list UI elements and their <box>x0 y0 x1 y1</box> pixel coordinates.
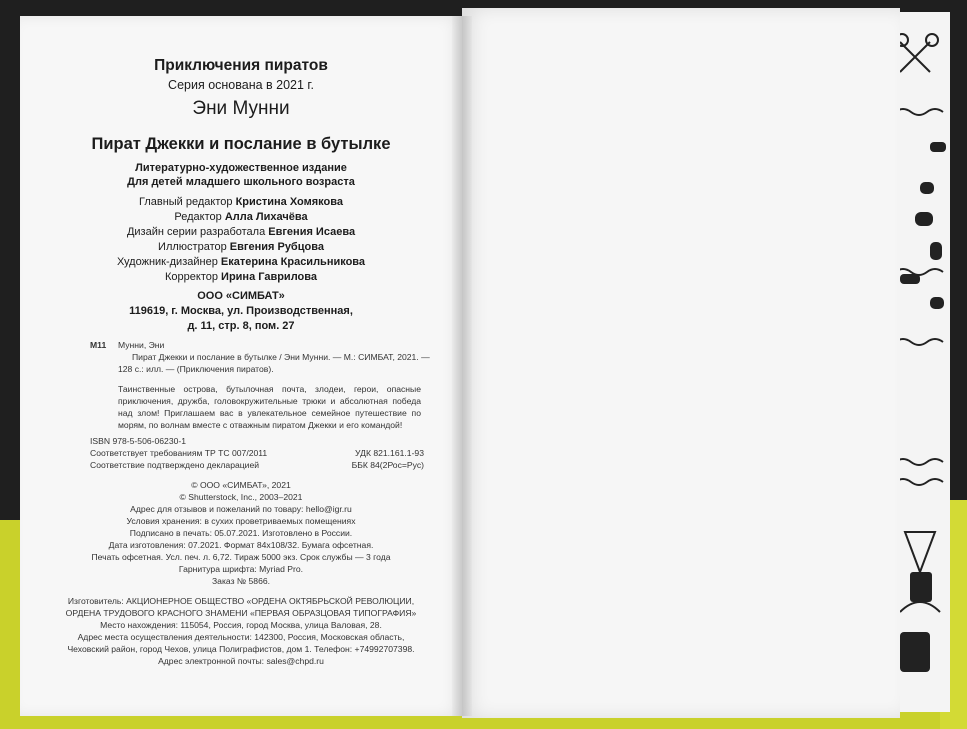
credit-name: Ирина Гаврилова <box>221 271 317 283</box>
imprint-line: © ООО «СИМБАТ», 2021 <box>191 480 291 490</box>
credit-role: Иллюстратор <box>158 241 227 253</box>
compliance-line: Соответствие подтверждено декларацией <box>90 460 260 470</box>
credit-line <box>20 211 462 223</box>
catalog-code: М11 <box>90 340 107 350</box>
annotation-line: морям, по волнам вместе с отважным пиратом Джекки и его командой! <box>118 420 403 430</box>
manufacturer-line: ОРДЕНА ТРУДОВОГО КРАСНОГО ЗНАМЕНИ «ПЕРВАЯ ОБРАЗЦОВАЯ ТИПОГРАФИЯ» <box>65 608 417 618</box>
credit-name: Евгения Рубцова <box>229 241 324 253</box>
catalog-line: Мунни, Эни <box>118 340 165 350</box>
publisher-line: 119619, г. Москва, ул. Производственная, <box>129 305 353 317</box>
imprint-line: Адрес для отзывов и пожеланий по товару: hello@igr.ru <box>130 504 352 514</box>
edition-type: Литературно-художественное издание <box>135 162 347 174</box>
credit-name: Алла Лихачёва <box>224 211 308 223</box>
series-title: Приключения пиратов <box>154 57 328 74</box>
publisher-line: ООО «СИМБАТ» <box>197 290 285 302</box>
credit-role: Корректор <box>165 271 218 283</box>
right-page-blank <box>462 8 900 718</box>
credit-role: Главный редактор <box>138 196 233 208</box>
imprint-line: Дата изготовления: 07.2021. Формат 84х108/32. Бумага офсетная. <box>108 540 374 550</box>
imprint-line: Печать офсетная. Усл. печ. л. 6,72. Тираж 5000 экз. Срок службы — 3 года <box>91 552 391 562</box>
author-name: Эни Мунни <box>192 98 290 119</box>
credit-line <box>20 256 462 268</box>
manufacturer-line: Чеховский район, город Чехов, улица Полиграфистов, дом 1. Телефон: +74992707398. <box>67 644 415 654</box>
bbk: ББК 84(2Рос=Рус) <box>351 460 424 470</box>
credit-line <box>20 196 462 208</box>
manufacturer-line: Адрес места осуществления деятельности: 142300, Россия, Московская область, <box>77 632 405 642</box>
imprint-line: © Shutterstock, Inc., 2003–2021 <box>179 492 303 502</box>
imprint-line: Заказ № 5866. <box>211 576 271 586</box>
manufacturer-line: Изготовитель: АКЦИОНЕРНОЕ ОБЩЕСТВО «ОРДЕНА ОКТЯБРЬСКОЙ РЕВОЛЮЦИИ, <box>67 596 415 606</box>
audience: Для детей младшего школьного возраста <box>127 176 355 188</box>
imprint-line: Условия хранения: в сухих проветриваемых помещениях <box>126 516 356 526</box>
annotation-line: приключения, дружба, головокружительные трюки и абсолютная победа <box>118 396 421 406</box>
credit-name: Евгения Исаева <box>268 226 356 238</box>
manufacturer-line: Место нахождения: 115054, Россия, город Москва, улица Валовая, 28. <box>100 620 382 630</box>
series-founded: Серия основана в 2021 г. <box>168 78 314 92</box>
credit-name: Екатерина Красильникова <box>220 256 366 268</box>
isbn: ISBN 978-5-506-06230-1 <box>90 436 187 446</box>
annotation-line: над злом! Приглашаем вас в увлекательное семейное путешествие по <box>118 408 421 418</box>
credit-role: Художник-дизайнер <box>116 256 218 268</box>
credit-line <box>20 271 462 283</box>
imprint-line: Гарнитура шрифта: Myriad Pro. <box>178 564 304 574</box>
book-title: Пират Джекки и послание в бутылке <box>91 135 391 153</box>
credit-role: Редактор <box>174 211 222 223</box>
compliance-line: Соответствует требованиям ТР ТС 007/2011 <box>90 448 268 458</box>
credit-role: Дизайн серии разработала <box>126 226 266 238</box>
manufacturer-line: Адрес электронной почты: sales@chpd.ru <box>158 656 324 666</box>
catalog-line: 128 с.: илл. — (Приключения пиратов). <box>118 364 274 374</box>
publisher-line: д. 11, стр. 8, пом. 27 <box>187 320 295 332</box>
udk: УДК 821.161.1-93 <box>355 448 424 458</box>
imprint-line: Подписано в печать: 05.07.2021. Изготовлено в России. <box>129 528 353 538</box>
annotation-line: Таинственные острова, бутылочная почта, злодеи, герои, опасные <box>118 384 421 394</box>
credit-line <box>20 226 462 238</box>
credit-name: Кристина Хомякова <box>235 196 343 208</box>
catalog-line: Пират Джекки и послание в бутылке / Эни Мунни. — М.: СИМБАТ, 2021. — <box>132 352 430 362</box>
credit-line <box>20 241 462 253</box>
